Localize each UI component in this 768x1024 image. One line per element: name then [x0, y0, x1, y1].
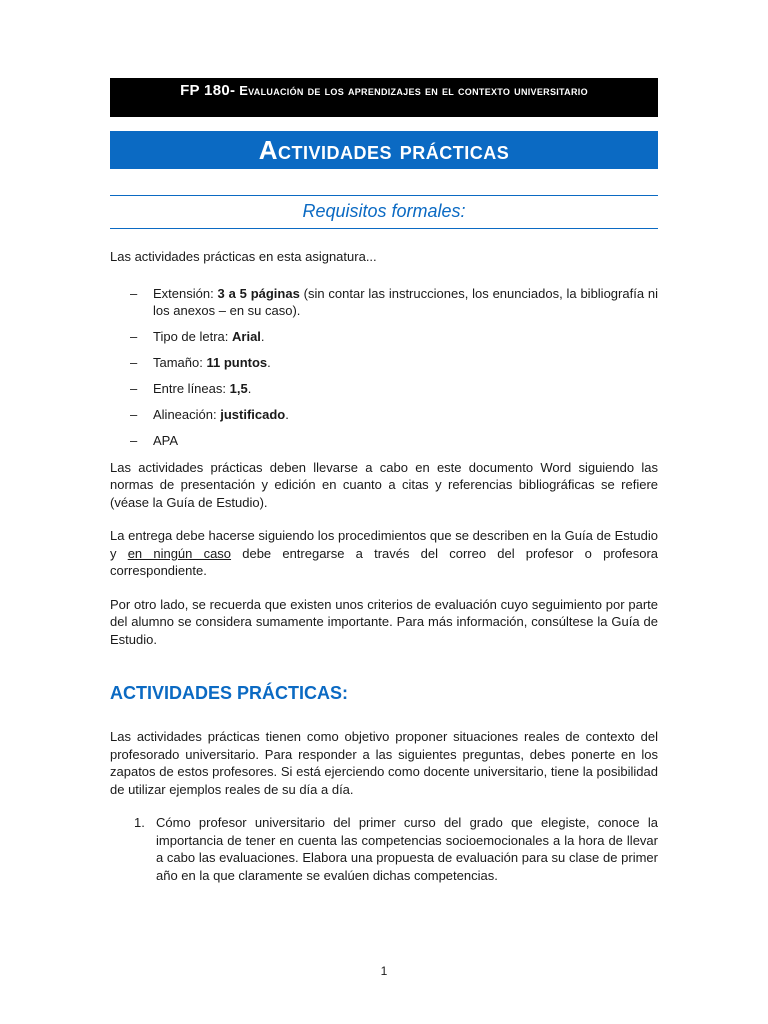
requirement-value: 11 puntos	[206, 355, 268, 370]
main-title: Actividades prácticas	[110, 131, 658, 169]
procedure-text-end: debe entregarse a través del correo del profesor o profesora correspondiente.	[110, 545, 659, 578]
bullet-dash: –	[130, 329, 138, 344]
procedure-emphasis: en ningún caso	[127, 545, 232, 561]
requirement-item	[110, 380, 658, 398]
bullet-dash: –	[130, 433, 138, 448]
formal-requirements-heading: Requisitos formales:	[302, 201, 466, 221]
question-item	[110, 814, 658, 884]
requirements-intro: Las actividades prácticas en esta asignatura...	[110, 249, 377, 264]
submission-procedure-paragraph	[110, 527, 658, 580]
requirements-list	[110, 285, 658, 450]
course-banner	[110, 78, 658, 117]
requirement-item	[110, 406, 658, 424]
bullet-dash: –	[130, 381, 138, 396]
question-text: Cómo profesor universitario del primer curso del grado que elegiste, conoce la importancia de tener en cuenta las competencias socioemocionales a la hora de llevar a cabo las evaluaciones. Elabora una propuesta de evaluación para su clase de primer año en la que claramente se evalúen dichas competencias.	[156, 815, 658, 883]
requirement-note: .	[285, 407, 289, 422]
requirement-label: Entre líneas:	[153, 381, 230, 396]
procedure-text: La entrega debe hacerse siguiendo los procedimientos que se describen en la Guía de Estudio y	[110, 528, 658, 561]
requirement-note: .	[267, 355, 271, 370]
questions-list	[110, 814, 658, 884]
bullet-dash: –	[130, 407, 138, 422]
requirement-label: Tamaño:	[153, 355, 207, 370]
requirement-item	[110, 432, 658, 450]
requirement-label: Extensión:	[153, 285, 218, 301]
requirement-note: .	[260, 329, 265, 344]
requirement-value: 1,5	[229, 381, 248, 396]
practical-activities-intro: Las actividades prácticas tienen como objetivo proponer situaciones reales de contexto del profesorado universitario. Para responder a las siguientes preguntas, debes ponerte en los zapatos de estos profesores. Si está ejerciendo como docente universitario, tiene la posibilidad de utilizar ejemplos reales de su día a día.	[110, 729, 658, 797]
course-code: FP 180-	[180, 82, 236, 99]
submission-format-paragraph: Las actividades prácticas deben llevarse a cabo en este documento Word siguiendo las normas de presentación y edición en cuanto a citas y referencias bibliográficas se refiere (véase la Guía de Estudio).	[110, 459, 658, 510]
course-title: Evaluación de los aprendizajes en el contexto universitario	[239, 83, 588, 98]
document-page	[110, 78, 658, 884]
requirement-label: Alineación:	[153, 407, 221, 422]
bullet-dash: –	[130, 285, 138, 301]
bullet-dash: –	[130, 355, 138, 370]
requirement-item	[110, 328, 658, 346]
requirement-note: (sin contar las instrucciones, los enunciados, la bibliografía ni los anexos – en su caso).	[153, 285, 658, 318]
page-number: 1	[380, 964, 388, 978]
question-number: 1.	[134, 815, 145, 830]
requirement-value: 3 a 5 páginas	[217, 285, 300, 301]
requirement-value: justificado	[220, 407, 286, 422]
requirement-label: Tipo de letra:	[153, 329, 233, 344]
requirement-value: Arial	[232, 329, 261, 344]
formal-requirements-heading-box	[110, 195, 658, 229]
requirement-note: .	[247, 381, 252, 396]
practical-activities-heading: ACTIVIDADES PRÁCTICAS:	[110, 683, 349, 703]
evaluation-criteria-paragraph: Por otro lado, se recuerda que existen unos criterios de evaluación cuyo seguimiento por parte del alumno se considera sumamente importante. Para más información, consúltese la Guía de Estudio.	[110, 596, 658, 647]
requirement-item	[110, 354, 658, 372]
requirement-item	[110, 285, 658, 320]
requirement-label: APA	[153, 433, 179, 448]
